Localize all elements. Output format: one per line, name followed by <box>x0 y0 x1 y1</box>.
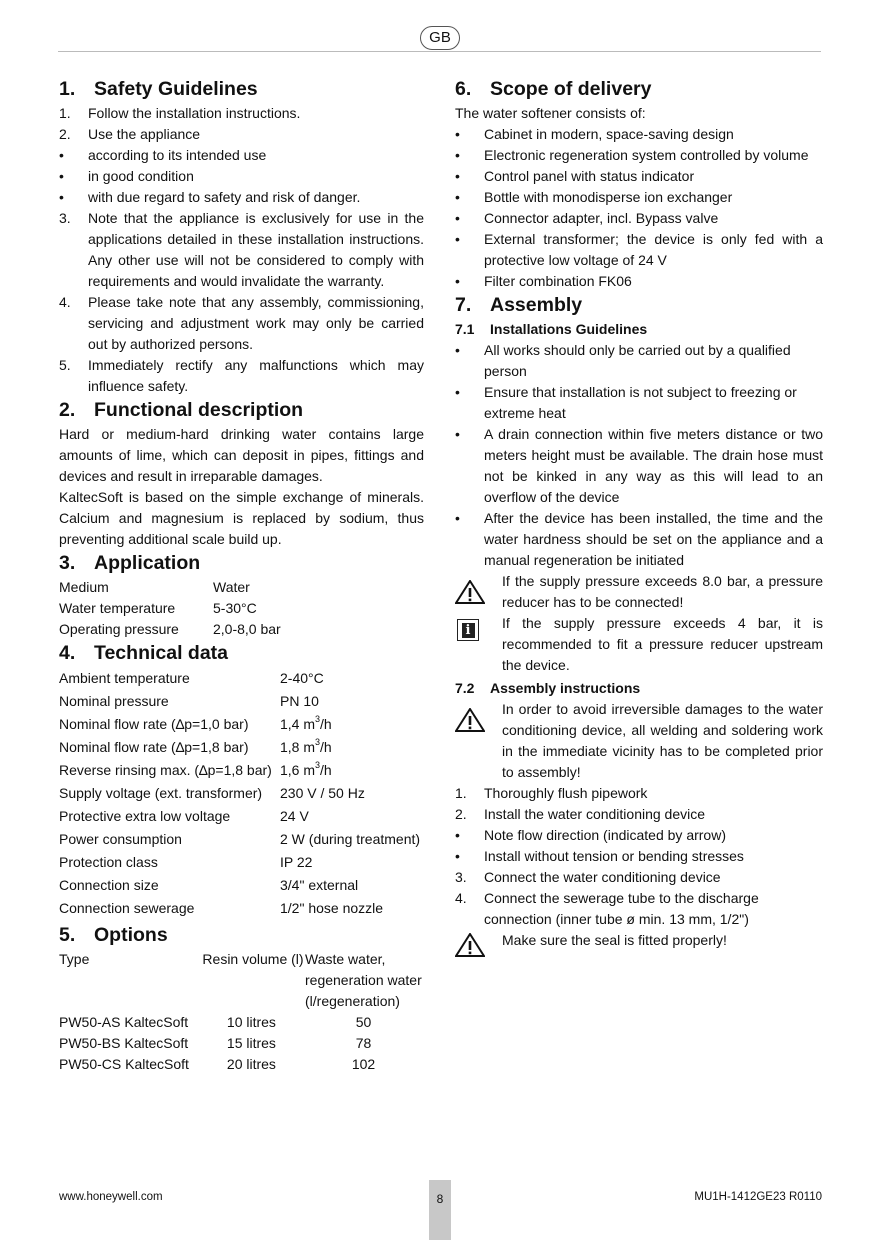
warning-icon <box>455 933 485 957</box>
info-icon: i <box>457 619 479 641</box>
section-2-heading: 2. Functional description <box>59 399 304 421</box>
table-row: Operating pressure 2,0-8,0 bar <box>59 621 281 637</box>
table-row: Power consumption 2 W (during treatment) <box>59 831 421 847</box>
section-3-heading: 3. Application <box>59 552 201 574</box>
list-item: 2. Install the water conditioning device <box>455 806 706 822</box>
table-row: Ambient temperature 2-40°C <box>59 670 324 686</box>
table-row: PW50-CS KaltecSoft 20 litres 102 <box>59 1056 376 1072</box>
list-item: 3. Connect the water conditioning device <box>455 869 721 885</box>
list-item: • with due regard to safety and risk of danger. <box>59 189 361 205</box>
section-4-heading: 4. Technical data <box>59 642 229 664</box>
list-item: • Bottle with monodisperse ion exchanger <box>455 189 733 205</box>
list-item: • Install without tension or bending stresses <box>455 848 744 864</box>
warning-icon <box>455 708 485 732</box>
list-item: • Note flow direction (indicated by arrow) <box>455 827 726 843</box>
left-column <box>59 76 424 1075</box>
table-header-row: Type Resin volume (l) Waste water, regeneration water (l/regeneration) <box>59 951 422 1009</box>
list-item: • Electronic regeneration system controlled by volume <box>455 147 809 163</box>
list-item: 4. Connect the sewerage tube to the discharge connection (inner tube ø min. 13 mm, 1/2") <box>455 890 759 927</box>
list-item: • Filter combination FK06 <box>455 273 632 289</box>
application-table <box>59 577 424 640</box>
delivery-list <box>455 124 823 292</box>
list-item: • External transformer; the device is only fed with a protective low voltage of 24 V <box>455 231 823 268</box>
list-item: • After the device has been installed, the time and the water hardness should be set on the appliance and a manual regeneration be initiated <box>455 510 823 568</box>
section-7-heading: 7. Assembly <box>455 294 583 316</box>
list-item: • All works should only be carried out by a qualified person <box>455 342 791 379</box>
welding-warning-note: In order to avoid irreversible damages to the water conditioning device, all welding and soldering work in the immediate vicinity has to be completed prior to assembly! <box>455 699 823 783</box>
section-6-heading: 6. Scope of delivery <box>455 78 652 100</box>
paragraph: KaltecSoft is based on the simple exchange of minerals. Calcium and magnesium is replaced by sodium, thus preventing additional scale build up. <box>59 489 424 547</box>
assembly-steps-list <box>455 783 823 930</box>
table-row: Connection sewerage 1/2" hose nozzle <box>59 900 384 916</box>
list-item: • Control panel with status indicator <box>455 168 695 184</box>
language-badge: GB <box>420 26 460 50</box>
page-number: 8 <box>429 1180 451 1240</box>
list-item: 4. Please take note that any assembly, commissioning, servicing and adjustment work may only be carried out by authorized persons. <box>59 294 424 352</box>
table-row: PW50-AS KaltecSoft 10 litres 50 <box>59 1014 372 1030</box>
list-item: 2. Use the appliance <box>59 126 201 142</box>
list-item: • Ensure that installation is not subject to freezing or extreme heat <box>455 384 797 421</box>
safety-list <box>59 103 424 397</box>
table-row: Nominal flow rate (∆p=1,0 bar) 1,4 $m^3/h$ <box>59 714 332 732</box>
table-row: Medium Water <box>59 579 250 595</box>
table-row: Nominal flow rate (∆p=1,8 bar) 1,8 $m^3/h$ <box>59 737 332 755</box>
technical-data-table <box>59 667 424 920</box>
table-row: Water temperature 5-30°C <box>59 600 257 616</box>
table-row: Connection size 3/4" external <box>59 877 359 893</box>
list-item: 3. Note that the appliance is exclusively for use in the applications detailed in these installation instructions. Any other use will not be considered to comply with requirements and would invalidate the warranty. <box>59 210 424 289</box>
list-item: 1. Thoroughly flush pipework <box>455 785 648 801</box>
right-column <box>455 76 823 951</box>
footer-doc-ref: MU1H-1412GE23 R0110 <box>694 1191 822 1203</box>
list-item: 5. Immediately rectify any malfunctions which may influence safety. <box>59 357 424 394</box>
options-table <box>59 949 424 1075</box>
section-1-heading: 1. Safety Guidelines <box>59 78 258 100</box>
pressure-warning-note: If the supply pressure exceeds 8.0 bar, a pressure reducer has to be connected! <box>455 571 823 613</box>
list-item: 1. Follow the installation instructions. <box>59 105 301 121</box>
list-item: • A drain connection within five meters distance or two meters height must be available. The drain hose must not be kinked in any way as this will lead to an overflow of the device <box>455 426 823 505</box>
table-row: PW50-BS KaltecSoft 15 litres 78 <box>59 1035 372 1051</box>
scope-intro: The water softener consists of: <box>455 105 646 121</box>
header-rule <box>58 51 821 52</box>
installation-guidelines-list <box>455 340 823 571</box>
table-row: Supply voltage (ext. transformer) 230 V / 50 Hz <box>59 785 365 801</box>
table-row: Protection class IP 22 <box>59 854 313 870</box>
table-row: Protective extra low voltage 24 V <box>59 808 309 824</box>
list-item: • Connector adapter, incl. Bypass valve <box>455 210 719 226</box>
warning-icon <box>455 580 485 604</box>
table-row: Reverse rinsing max. (∆p=1,8 bar) 1,6 $m^3/h$ <box>59 760 332 778</box>
list-item: • Cabinet in modern, space-saving design <box>455 126 734 142</box>
footer-website: www.honeywell.com <box>59 1191 163 1203</box>
table-row: Nominal pressure PN 10 <box>59 693 319 709</box>
section-5-heading: 5. Options <box>59 924 168 946</box>
subsection-7-2-heading: 7.2 Assembly instructions <box>455 680 641 696</box>
pressure-info-note: i If the supply pressure exceeds 4 bar, it is recommended to fit a pressure reducer upstream the device. <box>455 613 823 676</box>
seal-warning-note: Make sure the seal is fitted properly! <box>455 930 823 951</box>
list-item: • in good condition <box>59 168 194 184</box>
paragraph: Hard or medium-hard drinking water contains large amounts of lime, which can deposit in pipes, fittings and devices and result in irreparable damages. <box>59 426 424 484</box>
subsection-7-1-heading: 7.1 Installations Guidelines <box>455 321 648 337</box>
list-item: • according to its intended use <box>59 147 267 163</box>
